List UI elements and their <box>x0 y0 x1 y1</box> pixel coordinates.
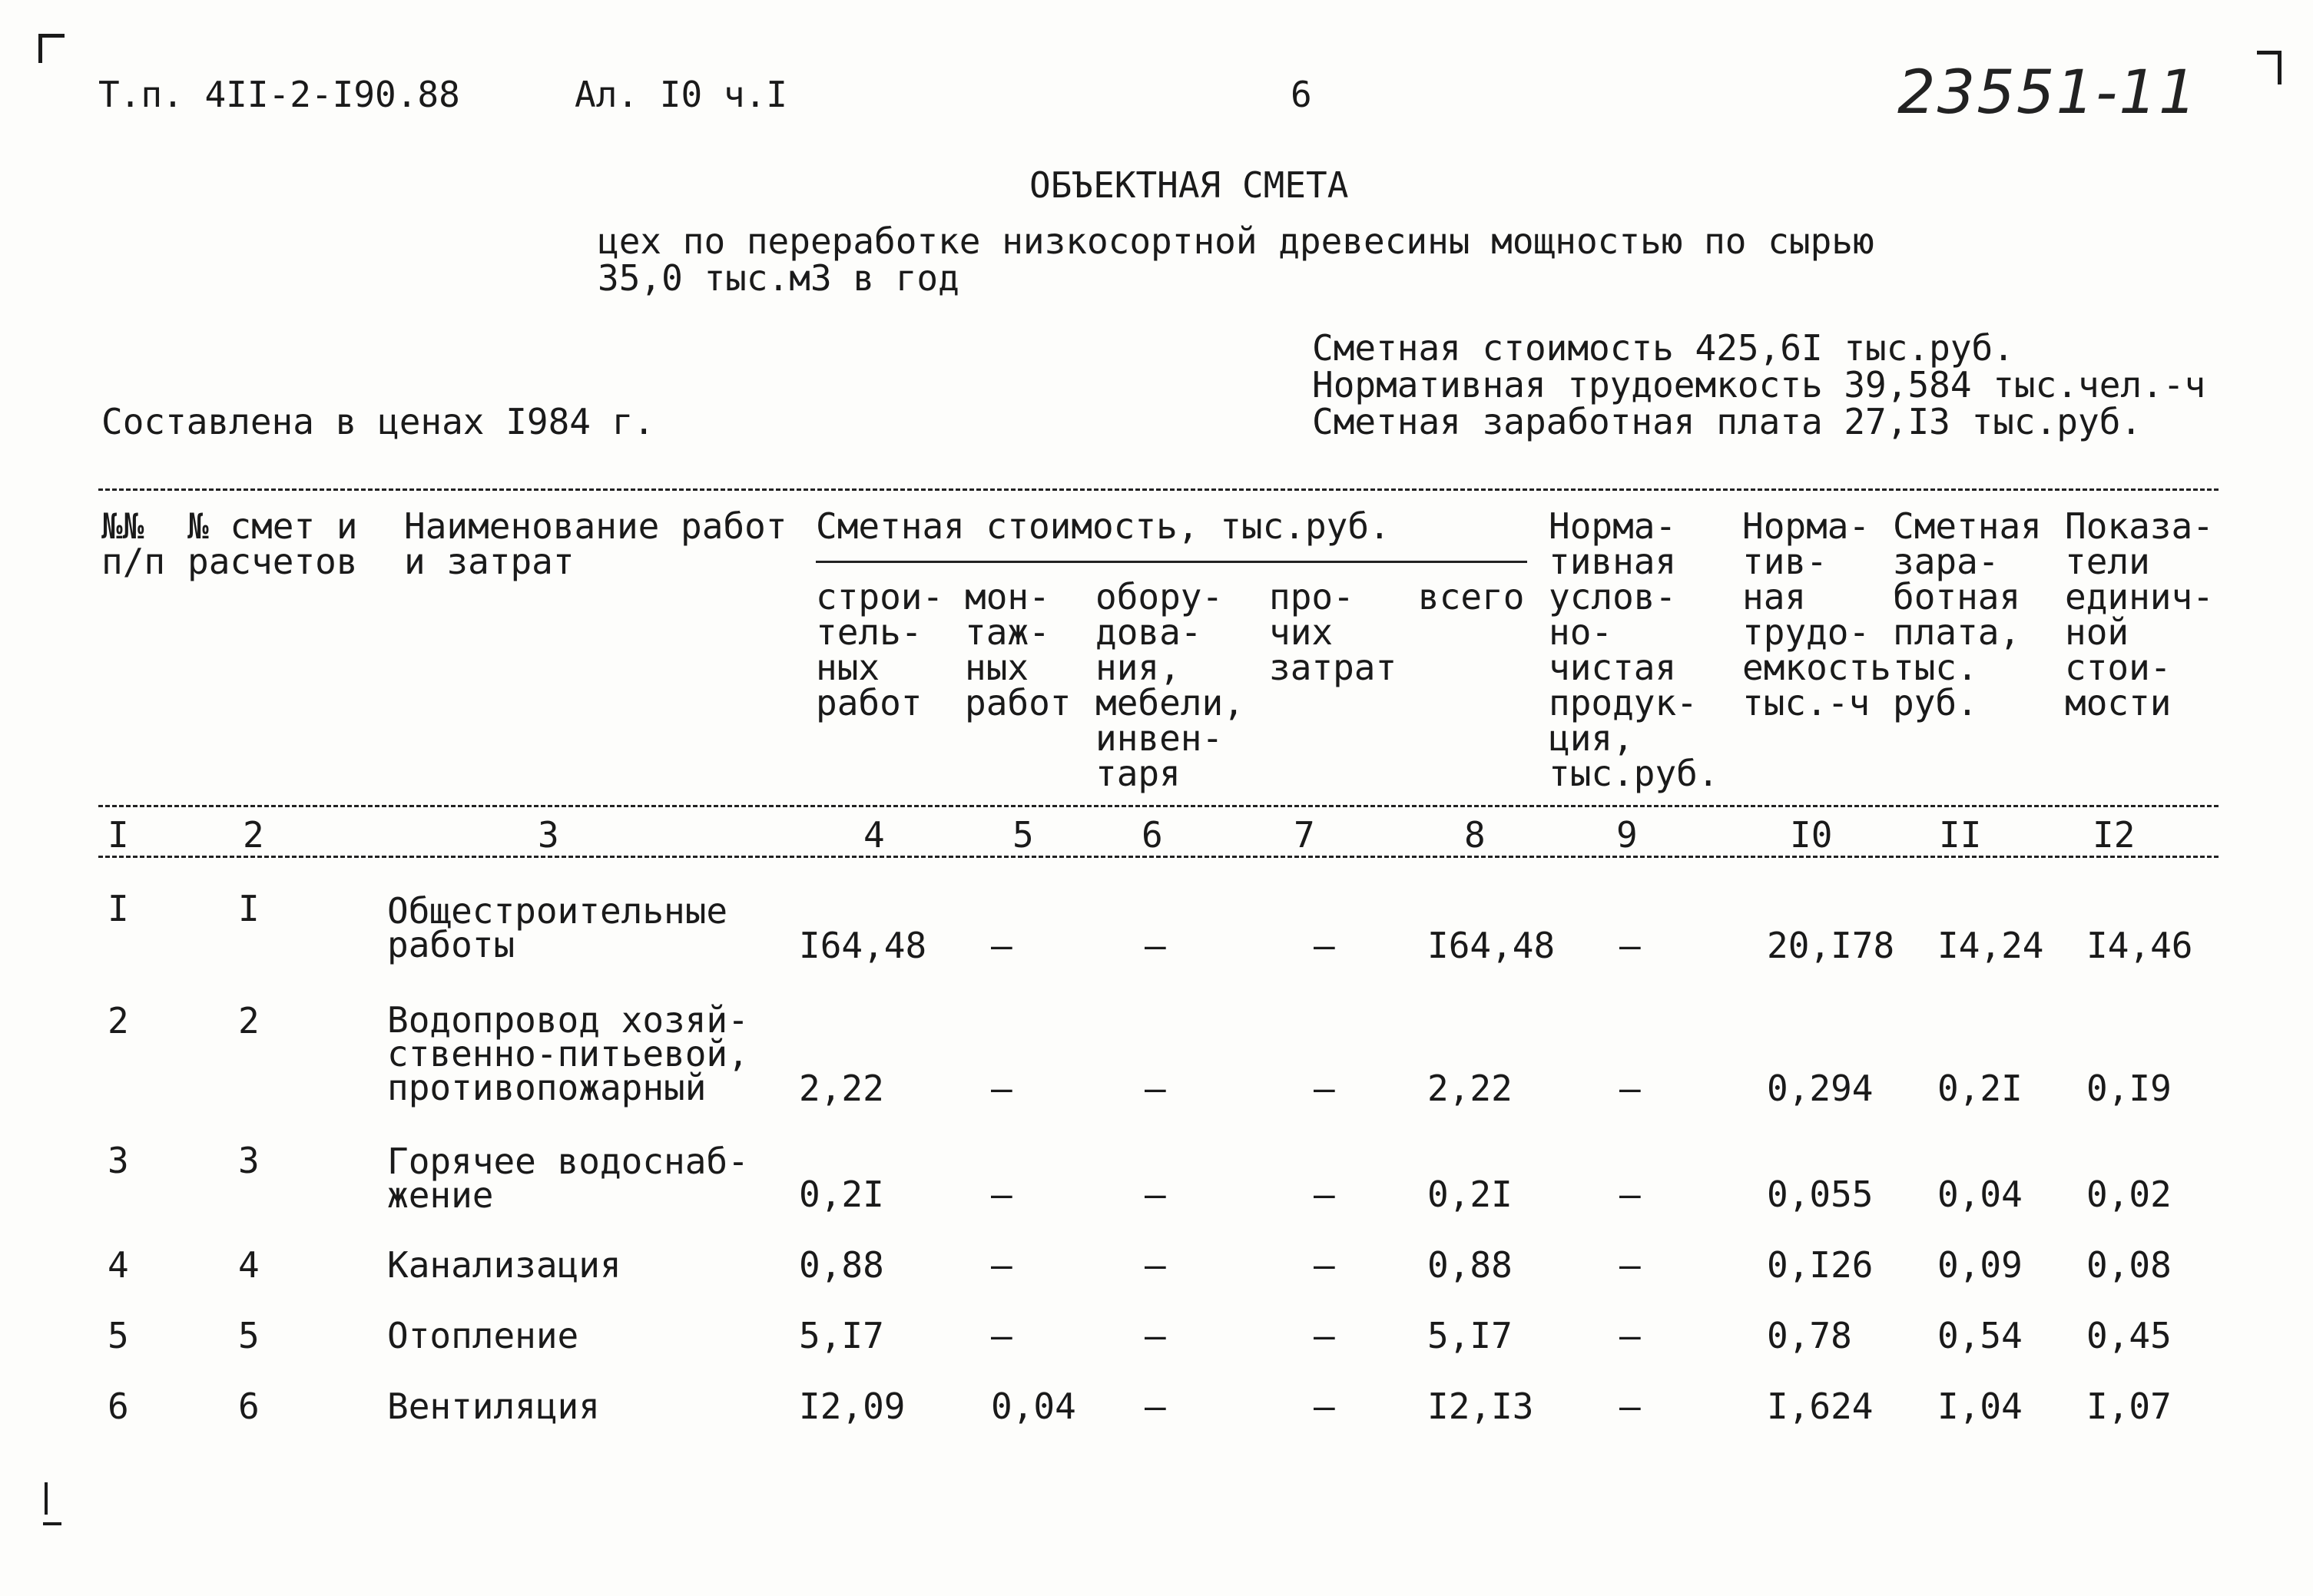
other-cost: – <box>1314 1068 1335 1109</box>
corner-mark-top-left <box>38 34 65 38</box>
net-production: – <box>1619 1315 1641 1356</box>
total-cost: 5,I7 <box>1427 1315 1513 1356</box>
header-bottom-rule <box>98 805 2219 807</box>
labor: 0,294 <box>1767 1068 1874 1109</box>
document-reference: Т.п. 4II-2-I90.88 <box>98 74 460 115</box>
column-number: 8 <box>1464 814 1486 856</box>
equipment-cost: – <box>1145 1386 1166 1427</box>
construction-cost: I64,48 <box>799 925 927 966</box>
wages: 0,54 <box>1937 1315 2023 1356</box>
work-name: Отопление <box>387 1315 579 1356</box>
column-number: 3 <box>538 814 559 856</box>
header-net-production: Норма- тивная услов- но- чистая продук- ция, тыс.руб. <box>1549 505 1719 794</box>
other-cost: – <box>1314 1315 1335 1356</box>
calc-number: 4 <box>238 1244 260 1286</box>
equipment-cost: – <box>1145 1174 1166 1215</box>
installation-cost: – <box>991 1244 1012 1286</box>
page-number: 6 <box>1291 74 1312 115</box>
total-cost: 0,88 <box>1427 1244 1513 1286</box>
album-reference: Ал. I0 ч.I <box>575 74 787 115</box>
construction-cost: 2,22 <box>799 1068 884 1109</box>
row-number: 4 <box>108 1244 129 1286</box>
row-number: 3 <box>108 1140 129 1181</box>
column-number: 9 <box>1616 814 1638 856</box>
labor: 0,055 <box>1767 1174 1874 1215</box>
column-number: II <box>1939 814 1982 856</box>
total-cost: 0,2I <box>1427 1174 1513 1215</box>
unit-cost: I,07 <box>2086 1386 2172 1427</box>
summary-labor: Нормативная трудоемкость 39,584 тыс.чел.-ч <box>1312 364 2206 406</box>
labor: 0,I26 <box>1767 1244 1874 1286</box>
work-name: Вентиляция <box>387 1386 600 1427</box>
other-cost: – <box>1314 1174 1335 1215</box>
summary-cost: Сметная стоимость 425,6I тыс.руб. <box>1312 327 2014 369</box>
unit-cost: 0,I9 <box>2086 1068 2172 1109</box>
unit-cost: I4,46 <box>2086 925 2193 966</box>
header-other: про- чих затрат <box>1269 576 1397 688</box>
construction-cost: 0,2I <box>799 1174 884 1215</box>
column-number: I0 <box>1790 814 1833 856</box>
calc-number: 2 <box>238 1000 260 1041</box>
column-number: 7 <box>1294 814 1315 856</box>
header-labor: Норма- тив- ная трудо- емкость тыс.-ч <box>1742 505 1891 723</box>
net-production: – <box>1619 1174 1641 1215</box>
column-number: 4 <box>863 814 885 856</box>
total-cost: I2,I3 <box>1427 1386 1534 1427</box>
work-name: Водопровод хозяй- ственно-питьевой, противопожарный <box>387 999 749 1108</box>
wages: 0,2I <box>1937 1068 2023 1109</box>
construction-cost: 5,I7 <box>799 1315 884 1356</box>
header-work-name: Наименование работ и затрат <box>404 505 787 582</box>
header-group-rule <box>816 561 1527 563</box>
labor: 0,78 <box>1767 1315 1852 1356</box>
column-number: I2 <box>2093 814 2136 856</box>
corner-mark-top-right <box>2278 51 2282 84</box>
wages: I4,24 <box>1937 925 2044 966</box>
construction-cost: 0,88 <box>799 1244 884 1286</box>
summary-wages: Сметная заработная плата 27,I3 тыс.руб. <box>1312 401 2142 442</box>
header-installation: мон- таж- ных работ <box>965 576 1072 723</box>
labor: I,624 <box>1767 1386 1874 1427</box>
unit-cost: 0,45 <box>2086 1315 2172 1356</box>
column-numbers-rule <box>98 856 2219 858</box>
work-name: Общестроительные работы <box>387 890 728 965</box>
calc-number: 6 <box>238 1386 260 1427</box>
corner-mark-top-left <box>38 34 42 63</box>
installation-cost: – <box>991 925 1012 966</box>
net-production: – <box>1619 1068 1641 1109</box>
other-cost: – <box>1314 925 1335 966</box>
net-production: – <box>1619 1244 1641 1286</box>
row-number: 2 <box>108 1000 129 1041</box>
header-cost-group: Сметная стоимость, тыс.руб. <box>816 505 1390 547</box>
column-number: 2 <box>243 814 264 856</box>
installation-cost: – <box>991 1174 1012 1215</box>
calc-number: 5 <box>238 1315 260 1356</box>
handwritten-number: 23551-11 <box>1897 58 2199 127</box>
document-subtitle: цех по переработке низкосортной древесины мощностью по сырью 35,0 тыс.м3 в год <box>598 220 1874 299</box>
equipment-cost: – <box>1145 1068 1166 1109</box>
installation-cost: – <box>991 1068 1012 1109</box>
header-calc-number: № смет и расчетов <box>187 505 358 582</box>
net-production: – <box>1619 1386 1641 1427</box>
installation-cost: 0,04 <box>991 1386 1076 1427</box>
table-top-rule <box>98 488 2219 491</box>
work-name: Канализация <box>387 1244 621 1286</box>
net-production: – <box>1619 925 1641 966</box>
row-number: 6 <box>108 1386 129 1427</box>
wages: I,04 <box>1937 1386 2023 1427</box>
calc-number: I <box>238 888 260 929</box>
corner-mark-top-right <box>2257 51 2282 55</box>
row-number: I <box>108 888 129 929</box>
unit-cost: 0,08 <box>2086 1244 2172 1286</box>
document-title: ОБЪЕКТНАЯ СМЕТА <box>1029 164 1349 206</box>
column-number: 6 <box>1142 814 1163 856</box>
calc-number: 3 <box>238 1140 260 1181</box>
header-row-number: №№ п/п <box>101 505 166 582</box>
labor: 20,I78 <box>1767 925 1895 966</box>
column-number: I <box>108 814 129 856</box>
header-unit-cost: Показа- тели единич- ной стои- мости <box>2065 505 2214 723</box>
corner-mark-bottom-left <box>43 1522 61 1525</box>
header-total: всего <box>1418 576 1525 618</box>
corner-mark-bottom-left <box>45 1482 48 1515</box>
header-equipment: обору- дова- ния, мебели, инвен- таря <box>1095 576 1244 794</box>
equipment-cost: – <box>1145 1315 1166 1356</box>
equipment-cost: – <box>1145 925 1166 966</box>
unit-cost: 0,02 <box>2086 1174 2172 1215</box>
other-cost: – <box>1314 1244 1335 1286</box>
equipment-cost: – <box>1145 1244 1166 1286</box>
header-wages: Сметная зара- ботная плата, тыс. руб. <box>1893 505 2042 723</box>
installation-cost: – <box>991 1315 1012 1356</box>
wages: 0,09 <box>1937 1244 2023 1286</box>
work-name: Горячее водоснаб- жение <box>387 1141 749 1216</box>
construction-cost: I2,09 <box>799 1386 906 1427</box>
prices-note: Составлена в ценах I984 г. <box>101 401 655 442</box>
total-cost: 2,22 <box>1427 1068 1513 1109</box>
wages: 0,04 <box>1937 1174 2023 1215</box>
other-cost: – <box>1314 1386 1335 1427</box>
row-number: 5 <box>108 1315 129 1356</box>
total-cost: I64,48 <box>1427 925 1556 966</box>
header-construction: строи- тель- ных работ <box>816 576 944 723</box>
column-number: 5 <box>1012 814 1034 856</box>
